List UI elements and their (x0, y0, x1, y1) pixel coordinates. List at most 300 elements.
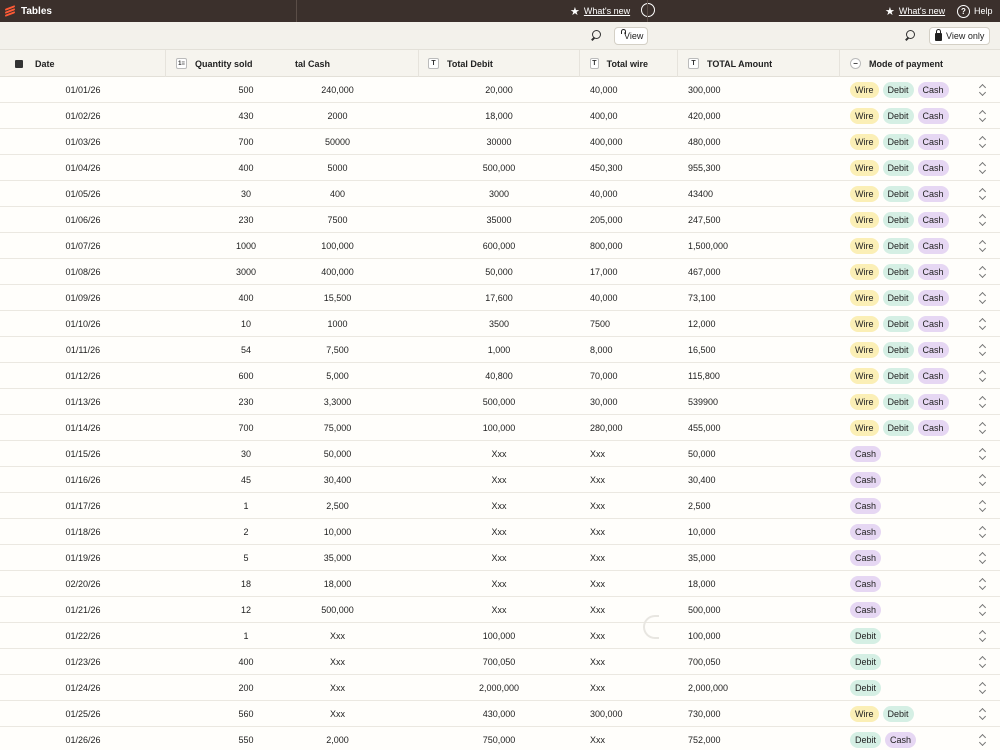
cell-date[interactable]: 01/16/26 (65, 474, 101, 485)
table-row[interactable] (0, 701, 1000, 727)
cell-quantity[interactable]: 30 (240, 448, 251, 459)
cell-total[interactable]: 730,000 (688, 708, 721, 719)
cell-total[interactable]: 539900 (688, 396, 719, 407)
cell-cash[interactable]: 7,500 (326, 344, 349, 355)
cell-wire[interactable]: 70,000 (590, 370, 618, 381)
cell-quantity[interactable]: 2 (243, 526, 249, 537)
cell-cash[interactable]: 3,3000 (323, 396, 352, 407)
cell-debit[interactable]: Xxx (491, 578, 507, 589)
cell-wire[interactable]: 300,000 (590, 708, 623, 719)
column-header-cash[interactable] (295, 50, 415, 77)
cell-cash[interactable]: 7500 (327, 214, 348, 225)
cell-mode-of-payment[interactable] (850, 129, 980, 154)
payment-tag-wire: Wire (850, 394, 879, 410)
cell-debit[interactable]: 1,000 (487, 344, 511, 355)
cell-total[interactable]: 12,000 (688, 318, 716, 329)
table-row[interactable] (0, 571, 1000, 597)
payment-tag-cash: Cash (918, 368, 949, 384)
cell-cash[interactable]: Xxx (329, 630, 345, 641)
payment-tag-wire: Wire (850, 238, 879, 254)
payment-tag-debit: Debit (883, 238, 914, 254)
cell-total[interactable]: 752,000 (688, 734, 721, 745)
top-bar (0, 0, 1000, 22)
cell-wire[interactable]: Xxx (590, 604, 606, 615)
expand-chevron-icon[interactable] (979, 551, 987, 565)
payment-tag-cash: Cash (918, 420, 949, 436)
cell-date[interactable]: 01/15/26 (65, 448, 101, 459)
table-row[interactable] (0, 519, 1000, 545)
cell-cash[interactable]: Xxx (329, 708, 345, 719)
cell-wire[interactable]: Xxx (590, 682, 606, 693)
whats-new-link-right[interactable] (885, 0, 945, 22)
cell-date[interactable]: 01/04/26 (65, 162, 101, 173)
cell-cash[interactable]: 5000 (327, 162, 348, 173)
cell-wire[interactable]: Xxx (590, 630, 606, 641)
cell-total[interactable]: 700,050 (688, 656, 721, 667)
cell-mode-of-payment[interactable] (850, 441, 980, 466)
cell-quantity[interactable]: 10 (240, 318, 251, 329)
cell-total[interactable]: 420,000 (688, 110, 721, 121)
cell-cash[interactable]: 2,000 (326, 734, 349, 745)
cell-debit[interactable]: 3000 (488, 188, 510, 199)
cell-wire[interactable]: 450,300 (590, 162, 623, 173)
payment-tag-cash: Cash (918, 82, 949, 98)
table-row[interactable] (0, 597, 1000, 623)
expand-chevron-icon[interactable] (979, 525, 987, 539)
expand-chevron-icon[interactable] (979, 369, 987, 383)
cell-total[interactable]: 1,500,000 (688, 240, 729, 251)
payment-tag-cash: Cash (850, 472, 881, 488)
cell-quantity[interactable]: 400 (238, 656, 254, 667)
cell-mode-of-payment[interactable] (850, 389, 980, 414)
expand-chevron-icon[interactable] (979, 161, 987, 175)
cell-debit[interactable]: 430,000 (482, 708, 516, 719)
payment-tag-cash: Cash (850, 602, 881, 618)
cell-mode-of-payment[interactable] (850, 363, 980, 388)
cell-wire[interactable]: 40,000 (590, 84, 618, 95)
cell-date[interactable]: 01/22/26 (65, 630, 101, 641)
cell-date[interactable]: 01/24/26 (65, 682, 101, 693)
cell-debit[interactable]: 40,800 (485, 370, 513, 381)
cell-quantity[interactable]: 200 (238, 682, 254, 693)
cell-wire[interactable]: 7500 (590, 318, 611, 329)
cell-total[interactable]: 2,000,000 (688, 682, 729, 693)
cell-total[interactable]: 455,000 (688, 422, 721, 433)
payment-tag-wire: Wire (850, 342, 879, 358)
expand-chevron-icon[interactable] (979, 343, 987, 357)
cell-mode-of-payment[interactable] (850, 467, 980, 492)
cell-debit[interactable]: Xxx (491, 604, 507, 615)
cell-quantity[interactable]: 700 (238, 136, 254, 147)
view-only-label: View only (946, 31, 985, 41)
expand-chevron-icon[interactable] (979, 213, 987, 227)
cell-quantity[interactable]: 1 (243, 500, 249, 511)
cell-quantity[interactable]: 400 (238, 162, 254, 173)
table-row[interactable] (0, 103, 1000, 129)
cell-total[interactable]: 73,100 (688, 292, 716, 303)
expand-chevron-icon[interactable] (979, 655, 987, 669)
cell-quantity[interactable]: 18 (240, 578, 251, 589)
column-header-wire[interactable] (590, 50, 648, 77)
cell-date[interactable]: 01/12/26 (65, 370, 101, 381)
cell-cash[interactable]: 50000 (324, 136, 351, 147)
cell-cash[interactable]: 5,000 (326, 370, 349, 381)
whats-new-label: What's new (898, 6, 946, 16)
cell-mode-of-payment[interactable] (850, 571, 980, 596)
cell-cash[interactable]: 400,000 (321, 266, 354, 277)
cell-date[interactable]: 01/09/26 (65, 292, 101, 303)
cell-quantity[interactable]: 400 (238, 292, 254, 303)
cell-cash[interactable]: Xxx (329, 682, 345, 693)
table-row[interactable] (0, 259, 1000, 285)
cell-debit[interactable]: 100,000 (482, 422, 516, 433)
cell-total[interactable]: 30,400 (688, 474, 716, 485)
cell-debit[interactable]: 30000 (486, 136, 512, 147)
cell-debit[interactable]: 35000 (486, 214, 512, 225)
cell-mode-of-payment[interactable] (850, 259, 980, 284)
cell-wire[interactable]: 800,000 (590, 240, 623, 251)
table-row[interactable] (0, 389, 1000, 415)
cell-debit[interactable]: 2,000,000 (478, 682, 520, 693)
cell-mode-of-payment[interactable] (850, 597, 980, 622)
table-row[interactable] (0, 675, 1000, 701)
expand-chevron-icon[interactable] (979, 135, 987, 149)
cell-debit[interactable]: 600,000 (482, 240, 516, 251)
cell-debit[interactable]: Xxx (491, 526, 507, 537)
table-row[interactable] (0, 467, 1000, 493)
cell-debit[interactable]: 18,000 (485, 110, 513, 121)
table-row[interactable] (0, 155, 1000, 181)
payment-tag-cash: Cash (850, 446, 881, 462)
whats-new-link-left[interactable] (570, 0, 630, 22)
cell-date[interactable]: 01/02/26 (65, 110, 101, 121)
cell-cash[interactable]: 100,000 (321, 240, 354, 251)
payment-tag-debit: Debit (883, 342, 914, 358)
payment-tag-wire: Wire (850, 290, 879, 306)
cell-date[interactable]: 01/11/26 (65, 344, 101, 355)
cell-debit[interactable]: 700,050 (482, 656, 516, 667)
cell-cash[interactable]: 35,000 (323, 552, 352, 563)
cell-quantity[interactable]: 1 (243, 630, 249, 641)
cell-total[interactable]: 35,000 (688, 552, 716, 563)
table-row[interactable] (0, 727, 1000, 750)
column-header-date[interactable] (15, 50, 165, 77)
cell-mode-of-payment[interactable] (850, 337, 980, 362)
payment-tag-debit: Debit (883, 368, 914, 384)
cell-date[interactable]: 01/14/26 (65, 422, 101, 433)
table-header (0, 50, 1000, 77)
cell-cash[interactable]: 500,000 (321, 604, 354, 615)
cell-debit[interactable]: Xxx (491, 500, 507, 511)
cell-debit[interactable]: 50,000 (485, 266, 513, 277)
help-button[interactable] (957, 0, 993, 22)
payment-tag-wire: Wire (850, 108, 879, 124)
cell-date[interactable]: 01/05/26 (65, 188, 101, 199)
calendar-icon (15, 60, 23, 68)
cell-mode-of-payment[interactable] (850, 233, 980, 258)
cell-mode-of-payment[interactable] (850, 545, 980, 570)
cell-quantity[interactable]: 700 (238, 422, 254, 433)
payment-tag-wire: Wire (850, 420, 879, 436)
cell-date[interactable]: 01/06/26 (65, 214, 101, 225)
cell-total[interactable]: 115,800 (688, 370, 720, 381)
cell-mode-of-payment[interactable] (850, 493, 980, 518)
cell-total[interactable]: 247,500 (688, 214, 721, 225)
payment-tag-debit: Debit (883, 394, 914, 410)
cell-date[interactable]: 01/03/26 (65, 136, 101, 147)
table-row[interactable] (0, 493, 1000, 519)
cell-date[interactable]: 01/10/26 (65, 318, 101, 329)
cell-quantity[interactable]: 54 (240, 344, 251, 355)
table-row[interactable] (0, 623, 1000, 649)
column-header-label: Date (35, 58, 55, 69)
expand-chevron-icon[interactable] (979, 187, 987, 201)
cell-wire[interactable]: Xxx (590, 500, 606, 511)
payment-tag-cash: Cash (918, 290, 949, 306)
cell-debit[interactable]: Xxx (491, 552, 507, 563)
cell-total[interactable]: 18,000 (688, 578, 716, 589)
cell-total[interactable]: 10,000 (688, 526, 716, 537)
cell-cash[interactable]: 2,500 (326, 500, 349, 511)
cell-cash[interactable]: Xxx (329, 656, 345, 667)
cell-quantity[interactable]: 600 (238, 370, 254, 381)
payment-tag-cash: Cash (850, 498, 881, 514)
cell-date[interactable]: 01/21/26 (65, 604, 101, 615)
cell-quantity[interactable]: 12 (240, 604, 251, 615)
cell-total[interactable]: 50,000 (688, 448, 716, 459)
cell-mode-of-payment[interactable] (850, 77, 980, 102)
payment-tag-debit: Debit (850, 680, 881, 696)
cell-date[interactable]: 01/07/26 (65, 240, 101, 251)
cell-cash[interactable]: 18,000 (323, 578, 352, 589)
table-row[interactable] (0, 181, 1000, 207)
cell-total[interactable]: 43400 (688, 188, 714, 199)
table-row[interactable] (0, 337, 1000, 363)
number-type-icon: 1≡ (176, 58, 187, 69)
text-type-icon: T (428, 58, 439, 69)
app-title: Tables (21, 5, 52, 17)
table-row[interactable] (0, 441, 1000, 467)
cell-wire[interactable]: Xxx (590, 474, 606, 485)
cell-mode-of-payment[interactable] (850, 285, 980, 310)
table-row[interactable] (0, 233, 1000, 259)
cell-date[interactable]: 01/23/26 (65, 656, 101, 667)
expand-chevron-icon[interactable] (979, 603, 987, 617)
payment-tag-cash: Cash (918, 160, 949, 176)
expand-chevron-icon[interactable] (979, 499, 987, 513)
cell-debit[interactable]: Xxx (491, 474, 507, 485)
expand-chevron-icon[interactable] (979, 681, 987, 695)
cell-cash[interactable]: 50,000 (323, 448, 352, 459)
column-header-label: Quantity sold (195, 58, 253, 69)
expand-chevron-icon[interactable] (979, 317, 987, 331)
table-row[interactable] (0, 285, 1000, 311)
help-icon-partial[interactable] (641, 3, 655, 17)
cell-date[interactable]: 01/13/26 (65, 396, 101, 407)
cell-cash[interactable]: 240,000 (321, 84, 354, 95)
payment-tag-debit: Debit (883, 316, 914, 332)
whats-new-label: What's new (583, 6, 631, 16)
cell-debit[interactable]: 500,000 (482, 162, 516, 173)
cell-date[interactable]: 01/26/26 (65, 734, 101, 745)
cell-total[interactable]: 2,500 (688, 500, 711, 511)
cell-debit[interactable]: 3500 (488, 318, 510, 329)
cell-mode-of-payment[interactable] (850, 519, 980, 544)
payment-tag-cash: Cash (850, 576, 881, 592)
cell-wire[interactable]: 280,000 (590, 422, 623, 433)
cell-quantity[interactable]: 230 (238, 396, 254, 407)
table-row[interactable] (0, 649, 1000, 675)
expand-chevron-icon[interactable] (979, 421, 987, 435)
cell-cash[interactable]: 30,400 (323, 474, 352, 485)
payment-tag-debit: Debit (850, 732, 881, 748)
column-header-debit[interactable] (428, 50, 578, 77)
cell-date[interactable]: 01/18/26 (65, 526, 101, 537)
cell-wire[interactable]: 400,00 (590, 110, 618, 121)
cell-mode-of-payment[interactable] (850, 415, 980, 440)
cell-wire[interactable]: 40,000 (590, 188, 618, 199)
cell-mode-of-payment[interactable] (850, 155, 980, 180)
cell-wire[interactable]: Xxx (590, 734, 606, 745)
cell-wire[interactable]: 30,000 (590, 396, 618, 407)
cell-quantity[interactable]: 550 (238, 734, 254, 745)
cell-mode-of-payment[interactable] (850, 103, 980, 128)
cell-date[interactable]: 01/19/26 (65, 552, 101, 563)
payment-tag-cash: Cash (918, 238, 949, 254)
table-row[interactable] (0, 129, 1000, 155)
cell-wire[interactable]: Xxx (590, 552, 606, 563)
cell-cash[interactable]: 400 (329, 188, 346, 199)
expand-chevron-icon[interactable] (979, 629, 987, 643)
cell-quantity[interactable]: 560 (238, 708, 254, 719)
column-header-label: Total Debit (447, 58, 493, 69)
cell-wire[interactable]: Xxx (590, 656, 606, 667)
cell-total[interactable]: 300,000 (688, 84, 721, 95)
cell-quantity[interactable]: 5 (243, 552, 249, 563)
payment-tag-wire: Wire (850, 264, 879, 280)
expand-chevron-icon[interactable] (979, 473, 987, 487)
expand-chevron-icon[interactable] (979, 395, 987, 409)
table-row[interactable] (0, 77, 1000, 103)
cell-quantity[interactable]: 45 (240, 474, 251, 485)
cell-debit[interactable]: 500,000 (482, 396, 516, 407)
cell-wire[interactable]: Xxx (590, 578, 606, 589)
table-row[interactable] (0, 207, 1000, 233)
cell-cash[interactable]: 10,000 (323, 526, 352, 537)
payment-tag-cash: Cash (918, 212, 949, 228)
cell-debit[interactable]: 750,000 (482, 734, 516, 745)
cell-wire[interactable]: 205,000 (590, 214, 623, 225)
cell-mode-of-payment[interactable] (850, 649, 980, 674)
expand-chevron-icon[interactable] (979, 707, 987, 721)
cell-quantity[interactable]: 230 (238, 214, 254, 225)
table-row[interactable] (0, 363, 1000, 389)
cell-wire[interactable]: 17,000 (590, 266, 618, 277)
cell-debit[interactable]: Xxx (491, 448, 507, 459)
cell-cash[interactable]: 2000 (327, 110, 348, 121)
cell-total[interactable]: 100,000 (688, 630, 721, 641)
payment-tag-cash: Cash (850, 550, 881, 566)
cell-wire[interactable]: Xxx (590, 526, 606, 537)
payment-tag-debit: Debit (883, 186, 914, 202)
cell-wire[interactable]: 400,000 (590, 136, 623, 147)
payment-tag-wire: Wire (850, 186, 879, 202)
expand-chevron-icon[interactable] (979, 83, 987, 97)
expand-chevron-icon[interactable] (979, 239, 987, 253)
payment-tag-cash: Cash (918, 316, 949, 332)
table-row[interactable] (0, 415, 1000, 441)
view-only-button-left[interactable] (614, 27, 648, 45)
cell-cash[interactable]: 15,500 (323, 292, 352, 303)
cell-cash[interactable]: 1000 (327, 318, 348, 329)
cell-mode-of-payment[interactable] (850, 727, 980, 750)
cell-total[interactable]: 500,000 (688, 604, 721, 615)
column-header-total[interactable] (688, 50, 838, 77)
table-row[interactable] (0, 311, 1000, 337)
cell-mode-of-payment[interactable] (850, 207, 980, 232)
cell-total[interactable]: 16,500 (688, 344, 716, 355)
cell-debit[interactable]: 100,000 (482, 630, 516, 641)
view-only-button-right[interactable] (929, 27, 990, 45)
view-only-label: View (624, 31, 644, 41)
expand-chevron-icon[interactable] (979, 447, 987, 461)
cell-date[interactable]: 01/08/26 (65, 266, 101, 277)
cell-mode-of-payment[interactable] (850, 623, 980, 648)
expand-chevron-icon[interactable] (979, 577, 987, 591)
cell-quantity[interactable]: 3000 (235, 266, 257, 277)
payment-tag-wire: Wire (850, 212, 879, 228)
column-header-label: TOTAL Amount (707, 58, 773, 69)
cell-wire[interactable]: 40,000 (590, 292, 618, 303)
text-type-icon: T (590, 58, 599, 69)
cell-mode-of-payment[interactable] (850, 311, 980, 336)
cell-mode-of-payment[interactable] (850, 675, 980, 700)
cell-cash[interactable]: 75,000 (323, 422, 352, 433)
cell-wire[interactable]: 8,000 (590, 344, 613, 355)
cell-wire[interactable]: Xxx (590, 448, 606, 459)
cell-quantity[interactable]: 1000 (235, 240, 257, 251)
column-header-quantity[interactable] (176, 50, 286, 77)
cell-mode-of-payment[interactable] (850, 181, 980, 206)
cell-debit[interactable]: 17,600 (485, 292, 513, 303)
cell-quantity[interactable]: 430 (238, 110, 254, 121)
cell-total[interactable]: 467,000 (688, 266, 721, 277)
search-icon[interactable] (904, 29, 918, 43)
search-icon[interactable] (590, 29, 604, 43)
expand-chevron-icon[interactable] (979, 733, 987, 747)
cell-date[interactable]: 01/01/26 (65, 84, 101, 95)
table-row[interactable] (0, 545, 1000, 571)
column-header-label: Mode of payment (869, 58, 944, 69)
expand-chevron-icon[interactable] (979, 109, 987, 123)
column-header-mode[interactable] (850, 50, 998, 77)
cell-date[interactable]: 02/20/26 (65, 578, 101, 589)
cell-date[interactable]: 01/17/26 (65, 500, 101, 511)
cell-quantity[interactable]: 30 (240, 188, 251, 199)
column-header-label: tal Cash (295, 58, 331, 69)
star-icon: ★ (885, 5, 895, 18)
expand-chevron-icon[interactable] (979, 265, 987, 279)
app-logo-icon (5, 6, 15, 16)
cell-quantity[interactable]: 500 (238, 84, 254, 95)
cell-total[interactable]: 955,300 (688, 162, 721, 173)
cell-mode-of-payment[interactable] (850, 701, 980, 726)
cell-debit[interactable]: 20,000 (485, 84, 513, 95)
cell-total[interactable]: 480,000 (688, 136, 721, 147)
cell-date[interactable]: 01/25/26 (65, 708, 101, 719)
payment-tag-wire: Wire (850, 134, 879, 150)
expand-chevron-icon[interactable] (979, 291, 987, 305)
